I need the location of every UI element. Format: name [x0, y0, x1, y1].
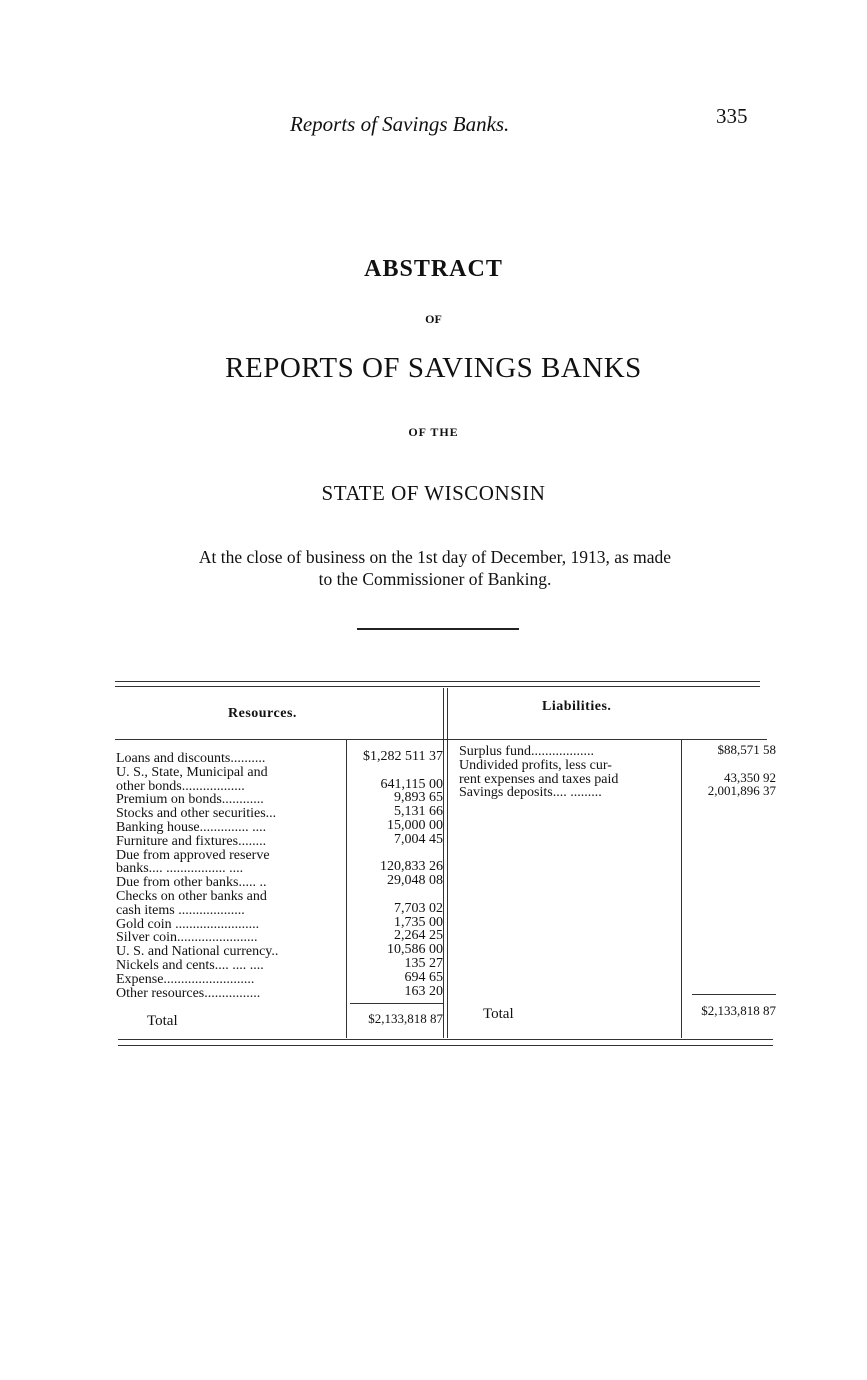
liabilities-labels	[459, 745, 679, 800]
title-state: STATE OF WISCONSIN	[321, 481, 546, 505]
resources-value: 2,264 25	[394, 929, 443, 944]
resources-total-label: Total	[147, 1013, 178, 1029]
table-top-rule-2	[115, 686, 760, 687]
intro-text	[120, 546, 750, 590]
liabilities-header: Liabilities.	[542, 699, 612, 714]
liabilities-label: Savings deposits.... .........	[459, 786, 602, 801]
liabilities-label: rent expenses and taxes paid	[459, 772, 619, 787]
resources-values	[349, 750, 443, 998]
resources-label: Checks on other banks and	[116, 889, 267, 904]
resources-value: 641,115 00	[380, 777, 443, 792]
resources-label: Due from other banks..... ..	[116, 876, 267, 890]
resources-labels	[116, 752, 344, 1000]
resources-value: 694 65	[404, 970, 443, 985]
col-divider-1	[346, 740, 347, 1038]
liabilities-value: 43,350 92	[724, 770, 776, 785]
liabilities-sum-rule	[692, 994, 776, 995]
liabilities-value: 2,001,896 37	[707, 784, 776, 799]
resources-value: 29,048 08	[387, 874, 443, 888]
resources-label: banks.... ................. ....	[116, 862, 244, 877]
resources-label: Loans and discounts..........	[116, 752, 266, 766]
resources-value: $1,282 511 37	[363, 750, 443, 764]
intro-line-1: At the close of business on the 1st day of December, 1913, as made	[198, 547, 672, 567]
resources-label: Furniture and fixtures........	[116, 834, 267, 849]
resources-value: 5,131 66	[394, 805, 443, 819]
resources-total-value: $2,133,818 87	[368, 1011, 443, 1026]
resources-label: Nickels and cents.... .... ....	[116, 958, 264, 973]
liabilities-value	[684, 757, 776, 771]
resources-label: Other resources................	[116, 986, 261, 1001]
resources-label: Premium on bonds............	[116, 793, 264, 808]
resources-value	[349, 888, 443, 902]
resources-header: Resources.	[228, 706, 297, 721]
liabilities-total-label: Total	[483, 1006, 514, 1022]
resources-label: Due from approved reserve	[116, 848, 270, 863]
running-head: Reports of Savings Banks.	[290, 112, 510, 136]
resources-value: 135 27	[404, 956, 443, 971]
resources-value: 1,735 00	[394, 915, 443, 930]
liabilities-label: Undivided profits, less cur-	[459, 758, 612, 773]
resources-label: Silver coin.......................	[116, 931, 258, 946]
title-of-the: OF THE	[408, 425, 459, 439]
resources-label: cash items ...................	[116, 903, 245, 918]
resources-label: U. S., State, Municipal and	[116, 765, 268, 780]
table-top-rule	[115, 681, 760, 682]
resources-value: 7,004 45	[394, 832, 443, 847]
liabilities-total-value: $2,133,818 87	[701, 1003, 776, 1018]
resources-value	[349, 764, 443, 778]
liabilities-value: $88,571 58	[717, 743, 776, 757]
intro-line-2: to the Commissioner of Banking.	[318, 569, 552, 589]
resources-value: 163 20	[404, 984, 443, 999]
liabilities-label: Surplus fund..................	[459, 745, 594, 759]
resources-label: U. S. and National currency..	[116, 945, 279, 959]
resources-value: 7,703 02	[394, 901, 443, 916]
resources-label: other bonds..................	[116, 779, 245, 794]
title-divider	[357, 628, 519, 630]
table-bottom-rule-2	[118, 1045, 773, 1046]
page-number: 335	[716, 104, 748, 128]
resources-value: 15,000 00	[387, 818, 443, 833]
table-bottom-rule	[118, 1039, 773, 1040]
header-bottom-rule	[115, 739, 767, 740]
resources-label: Banking house.............. ....	[116, 820, 267, 835]
title-abstract: ABSTRACT	[364, 256, 503, 282]
title-of: OF	[425, 312, 442, 326]
col-divider-2b	[447, 688, 448, 1038]
resources-label: Gold coin ........................	[116, 917, 260, 932]
liabilities-values	[684, 743, 776, 798]
resources-label: Expense..........................	[116, 972, 255, 987]
resources-value: 10,586 00	[387, 943, 443, 957]
resources-value: 120,833 26	[380, 860, 443, 875]
resources-sum-rule	[350, 1003, 444, 1004]
resources-value	[349, 847, 443, 861]
resources-label: Stocks and other securities...	[116, 807, 277, 821]
col-divider-3	[681, 740, 682, 1038]
col-divider-2a	[443, 688, 444, 1038]
resources-value: 9,893 65	[394, 791, 443, 806]
title-reports: REPORTS OF SAVINGS BANKS	[225, 352, 642, 384]
